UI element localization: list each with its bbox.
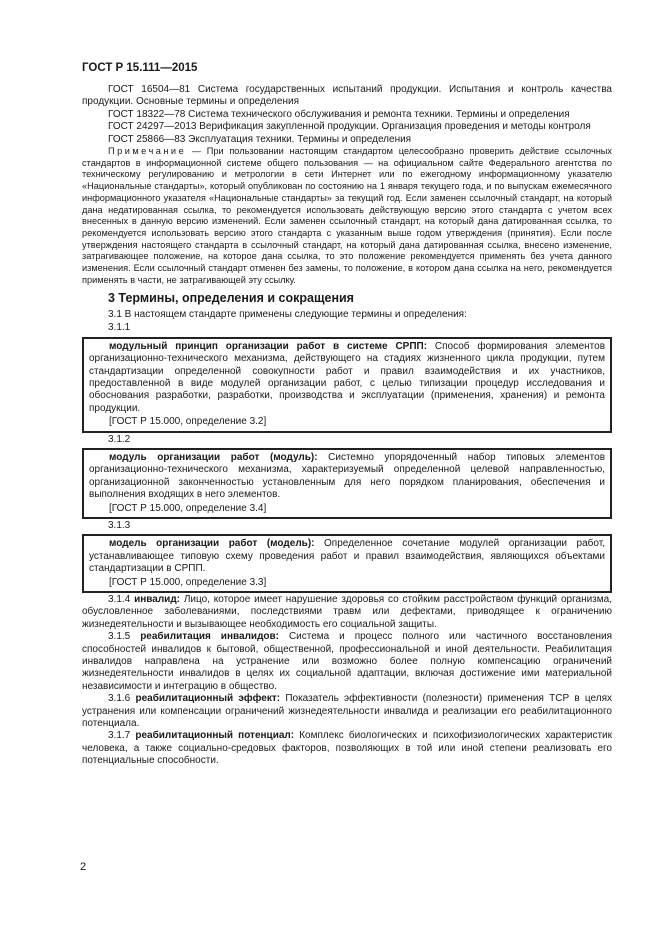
term-definition — [89, 538, 605, 575]
term-source: [ГОСТ Р 15.000, определение 3.4] — [109, 502, 267, 514]
term-name: реабилитационный потенциал: — [135, 730, 295, 742]
term-name: инвалид: — [134, 594, 181, 605]
term-name: реабилитационный эффект: — [135, 693, 281, 705]
reference-item: ГОСТ 18322—78 Система технического обслуживания и ремонта техники. Термины и определения — [108, 108, 570, 120]
term-paragraph — [82, 730, 612, 767]
term-definition — [89, 452, 605, 502]
term-text: Система и процесс полного или частичного восстановления способностей инвалидов к бытовой, общественной, профессиональной и иной деятельности. Реабилитация инвалидов направлена на устранение или возможно более полную компенсацию ограничений жизнедеятельности инвалидов в целях их социальной адаптации, включая достижение ими материальной независимости и интеграцию в общество. — [82, 631, 612, 692]
note-text: — При пользовании настоящим стандартом целесообразно проверить действие ссылочных стандартов в информационной системе общего пользования — на официальном сайте Федерального агентства по техническому регулированию и метрологии в сети Интернет или по ежегодному информационному указателю «Национальные стандарты», который опубликован по состоянию на 1 января текущего года, и по выпускам ежемесячного информационного указателя «Национальные стандарты» за текущий год. Если заменен ссылочный стандарт, на который дана недатированная ссылка, то рекомендуется использовать действующую версию этого стандарта с учетом всех внесенных в данную версию изменений. Если заменен ссылочный стандарт, на который дана датированная ссылка, то рекомендуется использовать версию этого стандарта с указанным выше годом утверждения (принятия). Если после утверждения настоящего стандарта в ссылочный стандарт, на который дана датированная ссылка, внесено изменение, затрагивающее положение, на которое дана ссылка, то это положение рекомендуется применять без учета данного изменения. Если ссылочный стандарт отменен без замены, то положение, в котором дана ссылка на него, рекомендуется применять в части, не затрагивающей эту ссылку. — [82, 146, 612, 285]
term-text: Показатель эффективности (полезности) применения ТСР в целях устранения или компенсации ограничений жизнедеятельности инвалида и реализации его реабилитационного потенциала. — [82, 693, 612, 730]
term-paragraph — [82, 594, 612, 631]
term-text: Определенное сочетание модулей организации работ, устанавливающее типовую схему проведения работ и правил взаимодействия, являющихся объектами стандартизации в СРПП. — [89, 538, 605, 575]
page-number: 2 — [80, 861, 87, 873]
term-box — [82, 337, 612, 433]
term-text: Лицо, которое имеет нарушение здоровья со стойким расстройством функций организма, обусловленное заболеваниями, последствиями травм или дефектами, приводящее к ограничению жизнедеятельности и вызывающее необходимость его социальной защиты. — [82, 594, 612, 630]
term-box — [82, 534, 612, 593]
term-number: 3.1.5 — [108, 631, 141, 643]
term-number: 3.1.6 — [108, 693, 136, 705]
reference-item: ГОСТ 24297—2013 Верификация закупленной продукции. Организация проведения и методы контроля — [108, 121, 591, 133]
term-name: модуль организации работ (модуль): — [109, 451, 318, 463]
term-number: 3.1.3 — [108, 519, 131, 531]
term-name: реабилитация инвалидов: — [140, 631, 279, 643]
section-intro: 3.1 В настоящем стандарте применены следующие термины и определения: — [108, 308, 467, 320]
term-text: Комплекс биологических и психофизиологических характеристик человека, а также социально-средовых факторов, позволяющих в той или иной степени реализовать его потенциальные способности. — [82, 730, 612, 767]
term-text: Системно упорядоченный набор типовых элементов организационно-технического механизма, характеризуемый определенной целевой направленностью, организационной законченностью установленным для него порядком планирования, обеспечения и выполнения входящих в него элементов. — [89, 451, 606, 501]
reference-item: ГОСТ 25866—83 Эксплуатация техники. Термины и определения — [108, 133, 412, 145]
term-number: 3.1.1 — [108, 322, 131, 334]
note-paragraph — [82, 146, 612, 286]
section-heading: 3 Термины, определения и сокращения — [108, 291, 354, 306]
term-name: модульный принцип организации работ в системе СРПП: — [109, 340, 428, 352]
term-number: 3.1.7 — [108, 730, 136, 742]
note-label: Примечание — [108, 146, 187, 157]
term-source: [ГОСТ Р 15.000, определение 3.2] — [109, 416, 267, 428]
term-box — [82, 448, 612, 519]
term-paragraph — [82, 693, 612, 730]
term-definition — [89, 341, 605, 415]
term-number: 3.1.2 — [108, 433, 131, 445]
reference-item: ГОСТ 16504—81 Система государственных испытаний продукции. Испытания и контроль качества продукции. Основные термины и определения — [82, 84, 612, 108]
term-text: Способ формирования элементов организационно-технического механизма, действующего на стадиях жизненного цикла продукции, путем стандартизации определенной совокупности работ и правил взаимодействия и их участников, предоставленной в виде модулей организации работ, с целью типизации процедур исследования и обоснования разработки, разработки, производства и эксплуатации (применения, хранения) и ремонта продукции. — [89, 340, 606, 414]
standard-header: ГОСТ Р 15.111—2015 — [82, 62, 198, 74]
term-paragraph — [82, 631, 612, 693]
term-source: [ГОСТ Р 15.000, определение 3.3] — [109, 576, 267, 588]
term-name: модель организации работ (модель): — [109, 538, 315, 550]
page-content — [82, 84, 612, 768]
term-number: 3.1.4 — [108, 594, 135, 605]
